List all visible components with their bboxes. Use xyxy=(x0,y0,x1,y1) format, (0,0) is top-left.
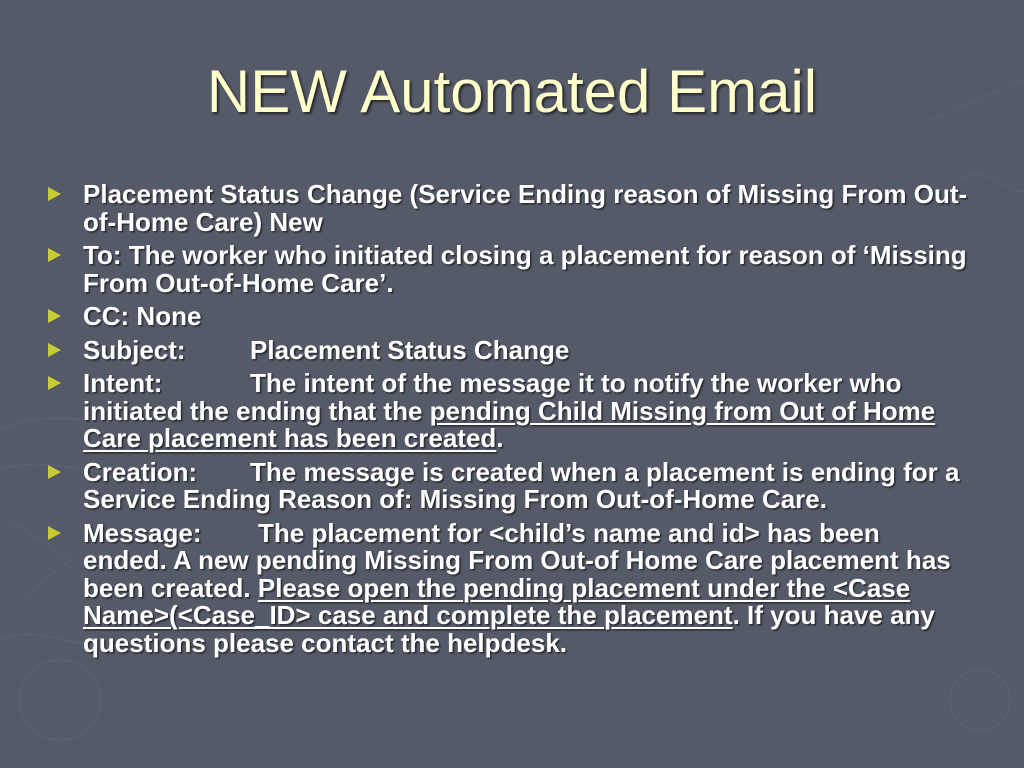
bullet-item xyxy=(48,517,968,658)
bullet-label: Message: xyxy=(83,517,202,548)
bullet-text: Placement Status Change xyxy=(250,334,570,365)
bullet-text: Placement Status Change (Service Ending reason of Missing From Out-of-Home Care) New xyxy=(83,179,968,237)
bullet-label: Intent: xyxy=(83,368,163,398)
bullet-underlined-text: pending Child Missing from Out of Home Care placement has been created xyxy=(83,395,936,453)
bullet-item xyxy=(48,370,968,453)
bullet-item xyxy=(48,303,968,331)
bullet-text: The placement for <child’s name and id> has been ended. A new pending Missing From Out-of Home Care placement has been created. xyxy=(83,517,951,603)
bullet-arrow-icon xyxy=(48,526,61,540)
bullet-item xyxy=(48,456,968,514)
bullet-item xyxy=(48,242,968,297)
bullet-label: Creation: xyxy=(83,456,198,487)
bullet-arrow-icon xyxy=(48,343,61,357)
bullet-underlined-text: Please open the pending placement under the <Case Name>(<Case_ID> case and complete the placement xyxy=(83,572,911,630)
bullet-text: The message is created when a placement is ending for a Service Ending Reason of: Missing From Out-of-Home Care. xyxy=(83,456,960,514)
slide-title: NEW Automated Email xyxy=(206,58,818,125)
bullet-text: . xyxy=(496,423,504,453)
bullet-text: To: The worker who initiated closing a placement for reason of ‘Missing From Out-of-Home Care’. xyxy=(83,240,967,298)
bullet-arrow-icon xyxy=(48,309,61,323)
bullet-arrow-icon xyxy=(48,376,61,390)
bullet-text: . If you have any questions please contact the helpdesk. xyxy=(83,600,935,658)
bullet-label: Subject: xyxy=(83,334,186,365)
bullet-text: CC: None xyxy=(83,301,202,331)
bullet-list xyxy=(48,181,968,663)
bullet-text: The intent of the message it to notify the worker who initiated the ending that the xyxy=(83,368,902,426)
bullet-arrow-icon xyxy=(48,465,61,479)
bullet-item xyxy=(48,334,968,365)
bullet-item xyxy=(48,181,968,236)
bullet-arrow-icon xyxy=(48,187,61,201)
bullet-arrow-icon xyxy=(48,248,61,262)
